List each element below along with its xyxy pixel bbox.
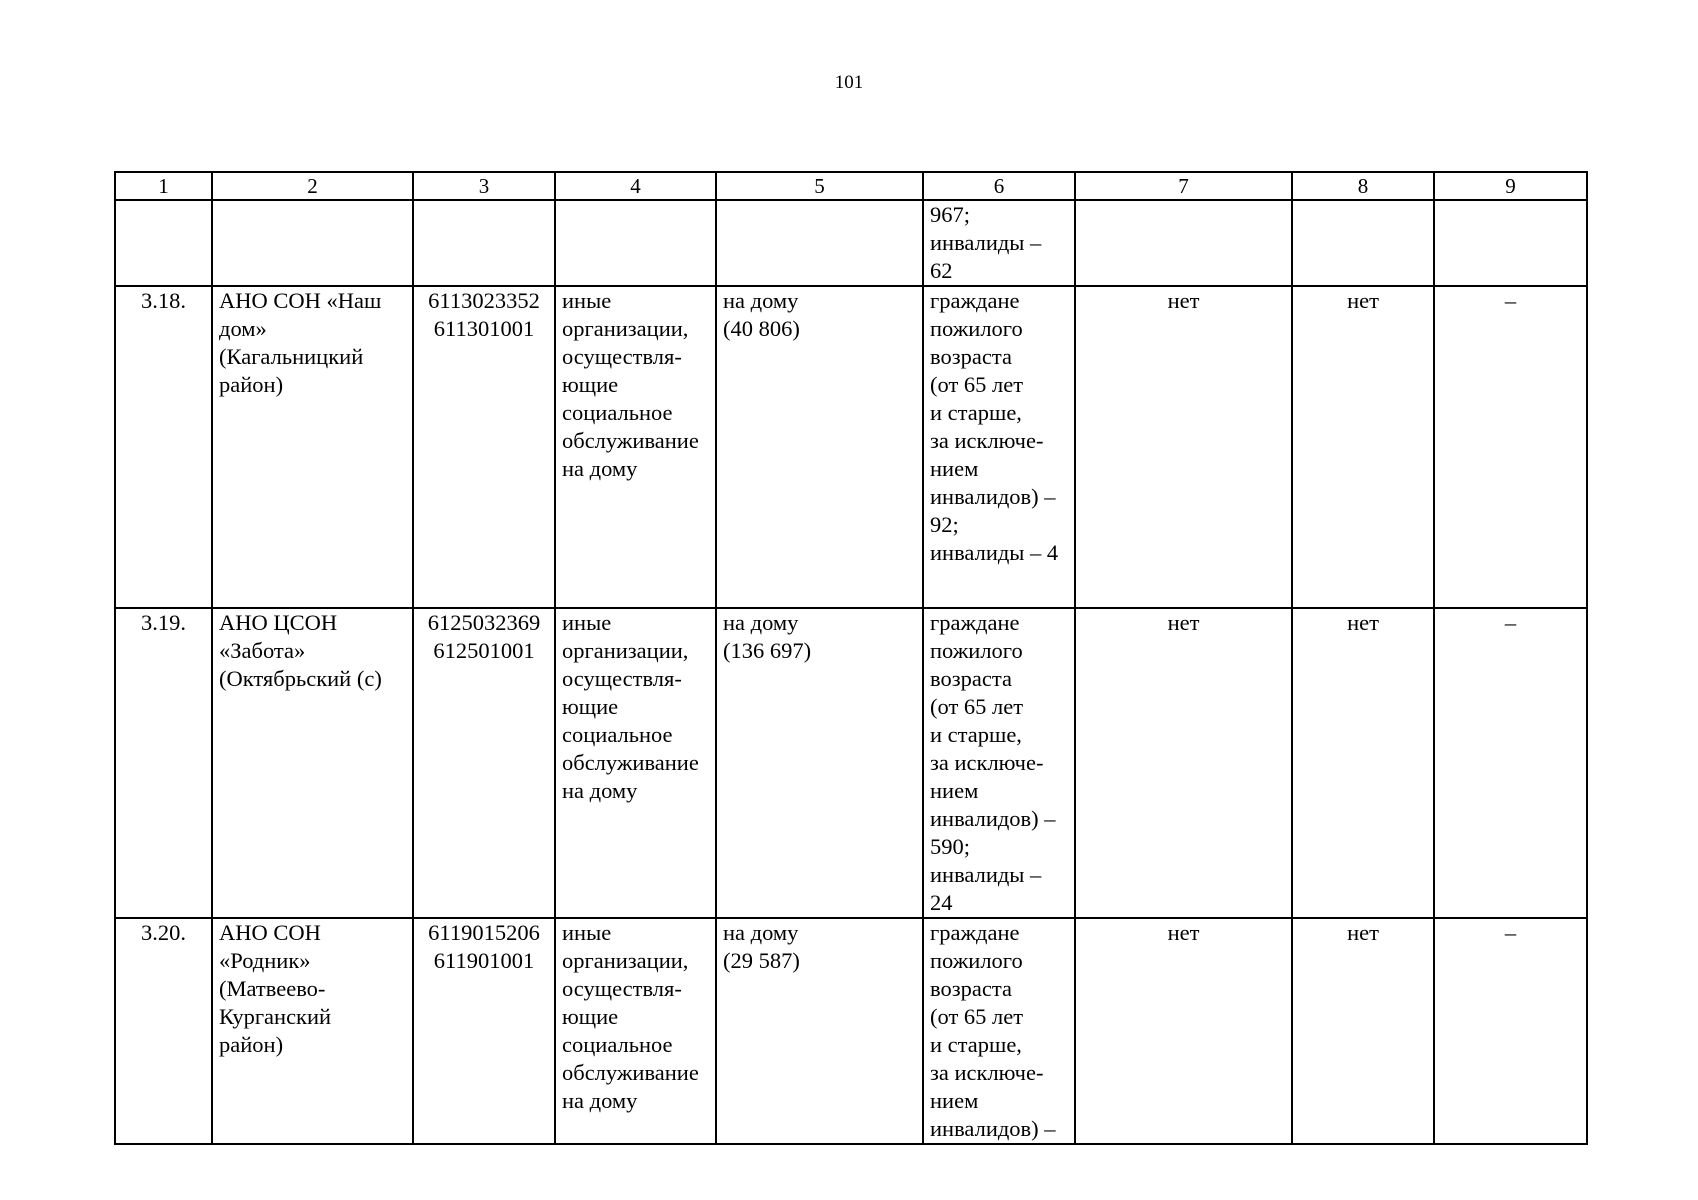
cell-line: район) (219, 1032, 284, 1057)
row-number-cell: 3.18. (115, 286, 212, 608)
service-form-cell (716, 918, 923, 1144)
cell-line: пожилого (930, 316, 1023, 341)
inn-kpp-cell (413, 286, 555, 608)
cell-line: на дому (562, 1088, 638, 1113)
cell-line: дом» (219, 316, 267, 341)
cell-line: обслуживание (562, 750, 699, 775)
cell-line: 611901001 (433, 948, 535, 973)
cell-line: 92; (930, 512, 959, 537)
cell-line: граждане (930, 288, 1020, 313)
cell-line: за исключе- (930, 428, 1044, 453)
recipients-cell (923, 200, 1075, 286)
cell-line: 6113023352 (428, 288, 540, 313)
org-type-cell (555, 608, 716, 918)
cell-line: 967; (930, 202, 971, 227)
cell-line: возраста (930, 344, 1012, 369)
table-cell (1075, 200, 1292, 286)
cell-line: 611301001 (433, 316, 535, 341)
table-cell (212, 200, 413, 286)
column-header: 9 (1434, 172, 1587, 200)
col9-cell: – (1434, 918, 1587, 1144)
recipients-cell (923, 286, 1075, 608)
cell-line: Курганский (219, 1004, 332, 1029)
cell-line: (от 65 лет (930, 694, 1024, 719)
column-header: 5 (716, 172, 923, 200)
cell-line: (Кагальницкий (219, 344, 364, 369)
organization-name-cell (212, 608, 413, 918)
cell-line: инвалидов) – (930, 1116, 1056, 1141)
cell-line: на дому (562, 778, 638, 803)
cell-line: на дому (723, 610, 799, 635)
cell-line: (от 65 лет (930, 372, 1024, 397)
cell-line: на дому (562, 456, 638, 481)
cell-line: (40 806) (723, 316, 800, 341)
cell-line: на дому (723, 920, 799, 945)
cell-line: возраста (930, 976, 1012, 1001)
cell-line: социальное (562, 722, 673, 747)
table-cell (716, 200, 923, 286)
cell-line: пожилого (930, 948, 1023, 973)
column-header: 7 (1075, 172, 1292, 200)
cell-line: инвалиды – 4 (930, 540, 1059, 565)
cell-line: обслуживание (562, 428, 699, 453)
cell-line: и старше, (930, 722, 1022, 747)
cell-line: нием (930, 456, 979, 481)
service-form-cell (716, 608, 923, 918)
cell-line: осуществля- (562, 666, 682, 691)
cell-line: возраста (930, 666, 1012, 691)
column-header: 6 (923, 172, 1075, 200)
column-header: 8 (1292, 172, 1434, 200)
table-cell (1292, 200, 1434, 286)
cell-line: социальное (562, 400, 673, 425)
col7-cell: нет (1075, 286, 1292, 608)
cell-line: на дому (723, 288, 799, 313)
inn-kpp-cell (413, 918, 555, 1144)
cell-line: 62 (930, 258, 953, 283)
table-cell (555, 200, 716, 286)
cell-line: нием (930, 1088, 979, 1113)
cell-line: за исключе- (930, 1060, 1044, 1085)
cell-line: район) (219, 372, 284, 397)
cell-line: 612501001 (433, 638, 535, 663)
cell-line: инвалидов) – (930, 806, 1056, 831)
org-type-cell (555, 918, 716, 1144)
cell-line: «Родник» (219, 948, 311, 973)
organization-name-cell (212, 918, 413, 1144)
registry-table (114, 171, 1588, 1145)
col8-cell: нет (1292, 608, 1434, 918)
cell-line: 24 (930, 890, 953, 915)
cell-line: и старше, (930, 1032, 1022, 1057)
cell-line: организации, (562, 316, 689, 341)
org-type-cell (555, 286, 716, 608)
cell-line: 590; (930, 834, 971, 859)
cell-line: ющие (562, 1004, 619, 1029)
cell-line: нием (930, 778, 979, 803)
cell-line: инвалиды – (930, 230, 1042, 255)
cell-line: (Матвеево- (219, 976, 326, 1001)
cell-line: обслуживание (562, 1060, 699, 1085)
column-header: 4 (555, 172, 716, 200)
header-row (115, 172, 1587, 200)
cell-line: АНО СОН «Наш (219, 288, 382, 313)
col7-cell: нет (1075, 918, 1292, 1144)
cell-line: иные (562, 610, 612, 635)
table-row (115, 286, 1587, 608)
page-number: 101 (834, 72, 864, 93)
recipients-cell (923, 918, 1075, 1144)
row-number-cell: 3.19. (115, 608, 212, 918)
cell-line: осуществля- (562, 344, 682, 369)
cell-line: инвалидов) – (930, 484, 1056, 509)
cell-line: граждане (930, 610, 1020, 635)
cell-line: ющие (562, 372, 619, 397)
cell-line: АНО СОН (219, 920, 321, 945)
cell-line: «Забота» (219, 638, 306, 663)
table-cell (1434, 200, 1587, 286)
cell-line: (136 697) (723, 638, 812, 663)
table-cell (413, 200, 555, 286)
table-row (115, 608, 1587, 918)
col8-cell: нет (1292, 286, 1434, 608)
organization-name-cell (212, 286, 413, 608)
col9-cell: – (1434, 608, 1587, 918)
table-cell (115, 200, 212, 286)
col7-cell: нет (1075, 608, 1292, 918)
continuation-row (115, 200, 1587, 286)
cell-line: социальное (562, 1032, 673, 1057)
col8-cell: нет (1292, 918, 1434, 1144)
cell-line: инвалиды – (930, 862, 1042, 887)
cell-line: 6125032369 (427, 610, 541, 635)
cell-line: организации, (562, 948, 689, 973)
cell-line: (от 65 лет (930, 1004, 1024, 1029)
column-header: 3 (413, 172, 555, 200)
inn-kpp-cell (413, 608, 555, 918)
cell-line: за исключе- (930, 750, 1044, 775)
row-number-cell: 3.20. (115, 918, 212, 1144)
column-header: 2 (212, 172, 413, 200)
cell-line: ющие (562, 694, 619, 719)
col9-cell: – (1434, 286, 1587, 608)
cell-line: 6119015206 (428, 920, 540, 945)
recipients-cell (923, 608, 1075, 918)
cell-line: осуществля- (562, 976, 682, 1001)
service-form-cell (716, 286, 923, 608)
table-row (115, 918, 1587, 1144)
cell-line: организации, (562, 638, 689, 663)
column-header: 1 (115, 172, 212, 200)
cell-line: (Октябрьский (с) (219, 666, 382, 691)
cell-line: иные (562, 920, 612, 945)
cell-line: граждане (930, 920, 1020, 945)
cell-line: пожилого (930, 638, 1023, 663)
cell-line: иные (562, 288, 612, 313)
cell-line: (29 587) (723, 948, 800, 973)
cell-line: АНО ЦСОН (219, 610, 338, 635)
cell-line: и старше, (930, 400, 1022, 425)
